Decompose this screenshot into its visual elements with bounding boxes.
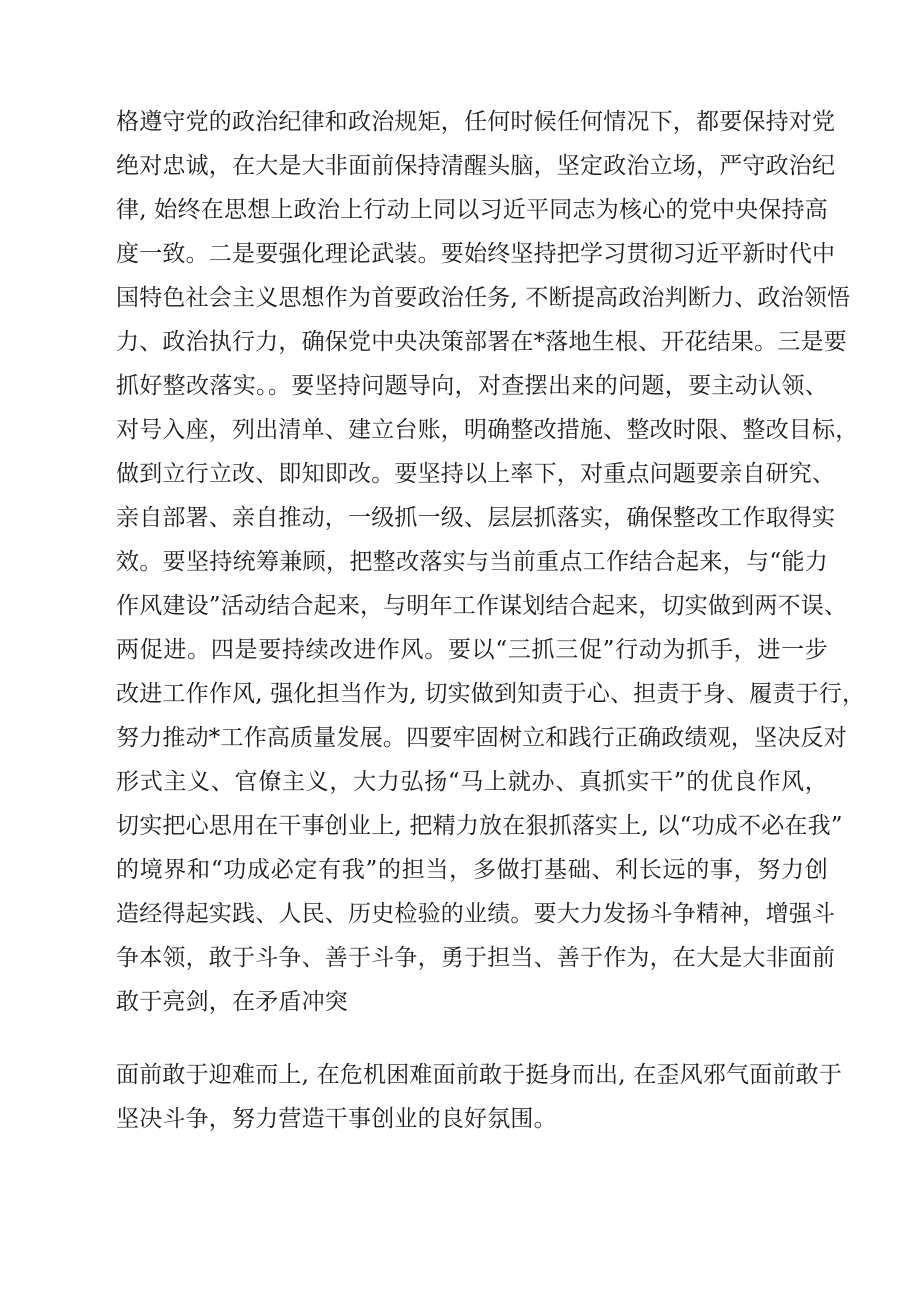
- text-line: 努力推动*工作高质量发展。四要牢固树立和践行正确政绩观，坚决反对: [116, 725, 847, 751]
- text-line: 坚决斗争，努力营造干事创业的良好氛围。: [116, 1106, 557, 1132]
- text-line: 绝对忠诚，在大是大非面前保持清醒头脑，坚定政治立场，严守政治纪: [116, 153, 836, 179]
- text-line: 作风建设”活动结合起来，与明年工作谋划结合起来，切实做到两不误、: [116, 593, 848, 619]
- text-line: 做到立行立改、即知即改。要坚持以上率下，对重点问题要亲自研究、: [116, 461, 836, 487]
- text-line: 造经得起实践、人民、历史检验的业绩。要大力发扬斗争精神，增强斗: [116, 901, 836, 927]
- text-line: 抓好整改落实。。要坚持问题导向，对查摆出来的问题，要主动认领、: [116, 373, 828, 399]
- text-line: 效。要坚持统筹兼顾，把整改落实与当前重点工作结合起来，与“能力: [116, 549, 828, 575]
- body-paragraph-1: [116, 100, 866, 1024]
- text-line: 度一致。二是要强化理论武装。要始终坚持把学习贯彻习近平新时代中: [116, 241, 836, 267]
- text-line: 国特色社会主义思想作为首要政治任务, 不断提高政治判断力、政治领悟: [116, 285, 851, 311]
- text-line: 律, 始终在思想上政治上行动上同以习近平同志为核心的党中央保持高: [116, 197, 828, 223]
- text-line: 力、政治执行力，确保党中央决策部署在*落地生根、开花结果。三是要: [116, 329, 847, 355]
- text-line: 格遵守党的政治纪律和政治规矩，任何时候任何情况下，都要保持对党: [116, 109, 836, 135]
- text-line: 敢于亮剑，在矛盾冲突: [116, 989, 348, 1015]
- text-line: 对号入座，列出清单、建立台账，明确整改措施、整改时限、整改目标，: [116, 417, 859, 443]
- body-paragraph-2: [116, 1053, 843, 1141]
- text-line: 形式主义、官僚主义，大力弘扬“马上就办、真抓实干”的优良作风，: [116, 769, 828, 795]
- text-line: 两促进。四是要持续改进作风。要以“三抓三促”行动为抓手，进一步: [116, 637, 828, 663]
- text-line: 面前敢于迎难而上, 在危机困难面前敢于挺身而出, 在歪风邪气面前敢于: [116, 1062, 843, 1088]
- text-line: 的境界和“功成必定有我”的担当，多做打基础、利长远的事，努力创: [116, 857, 828, 883]
- text-line: 切实把心思用在干事创业上, 把精力放在狠抓落实上, 以“功成不必在我”: [116, 813, 843, 839]
- text-line: 改进工作作风, 强化担当作为, 切实做到知责于心、担责于身、履责于行，: [116, 681, 866, 707]
- text-line: 亲自部署、亲自推动，一级抓一级、层层抓落实，确保整改工作取得实: [116, 505, 836, 531]
- text-line: 争本领，敢于斗争、善于斗争，勇于担当、善于作为，在大是大非面前: [116, 945, 836, 971]
